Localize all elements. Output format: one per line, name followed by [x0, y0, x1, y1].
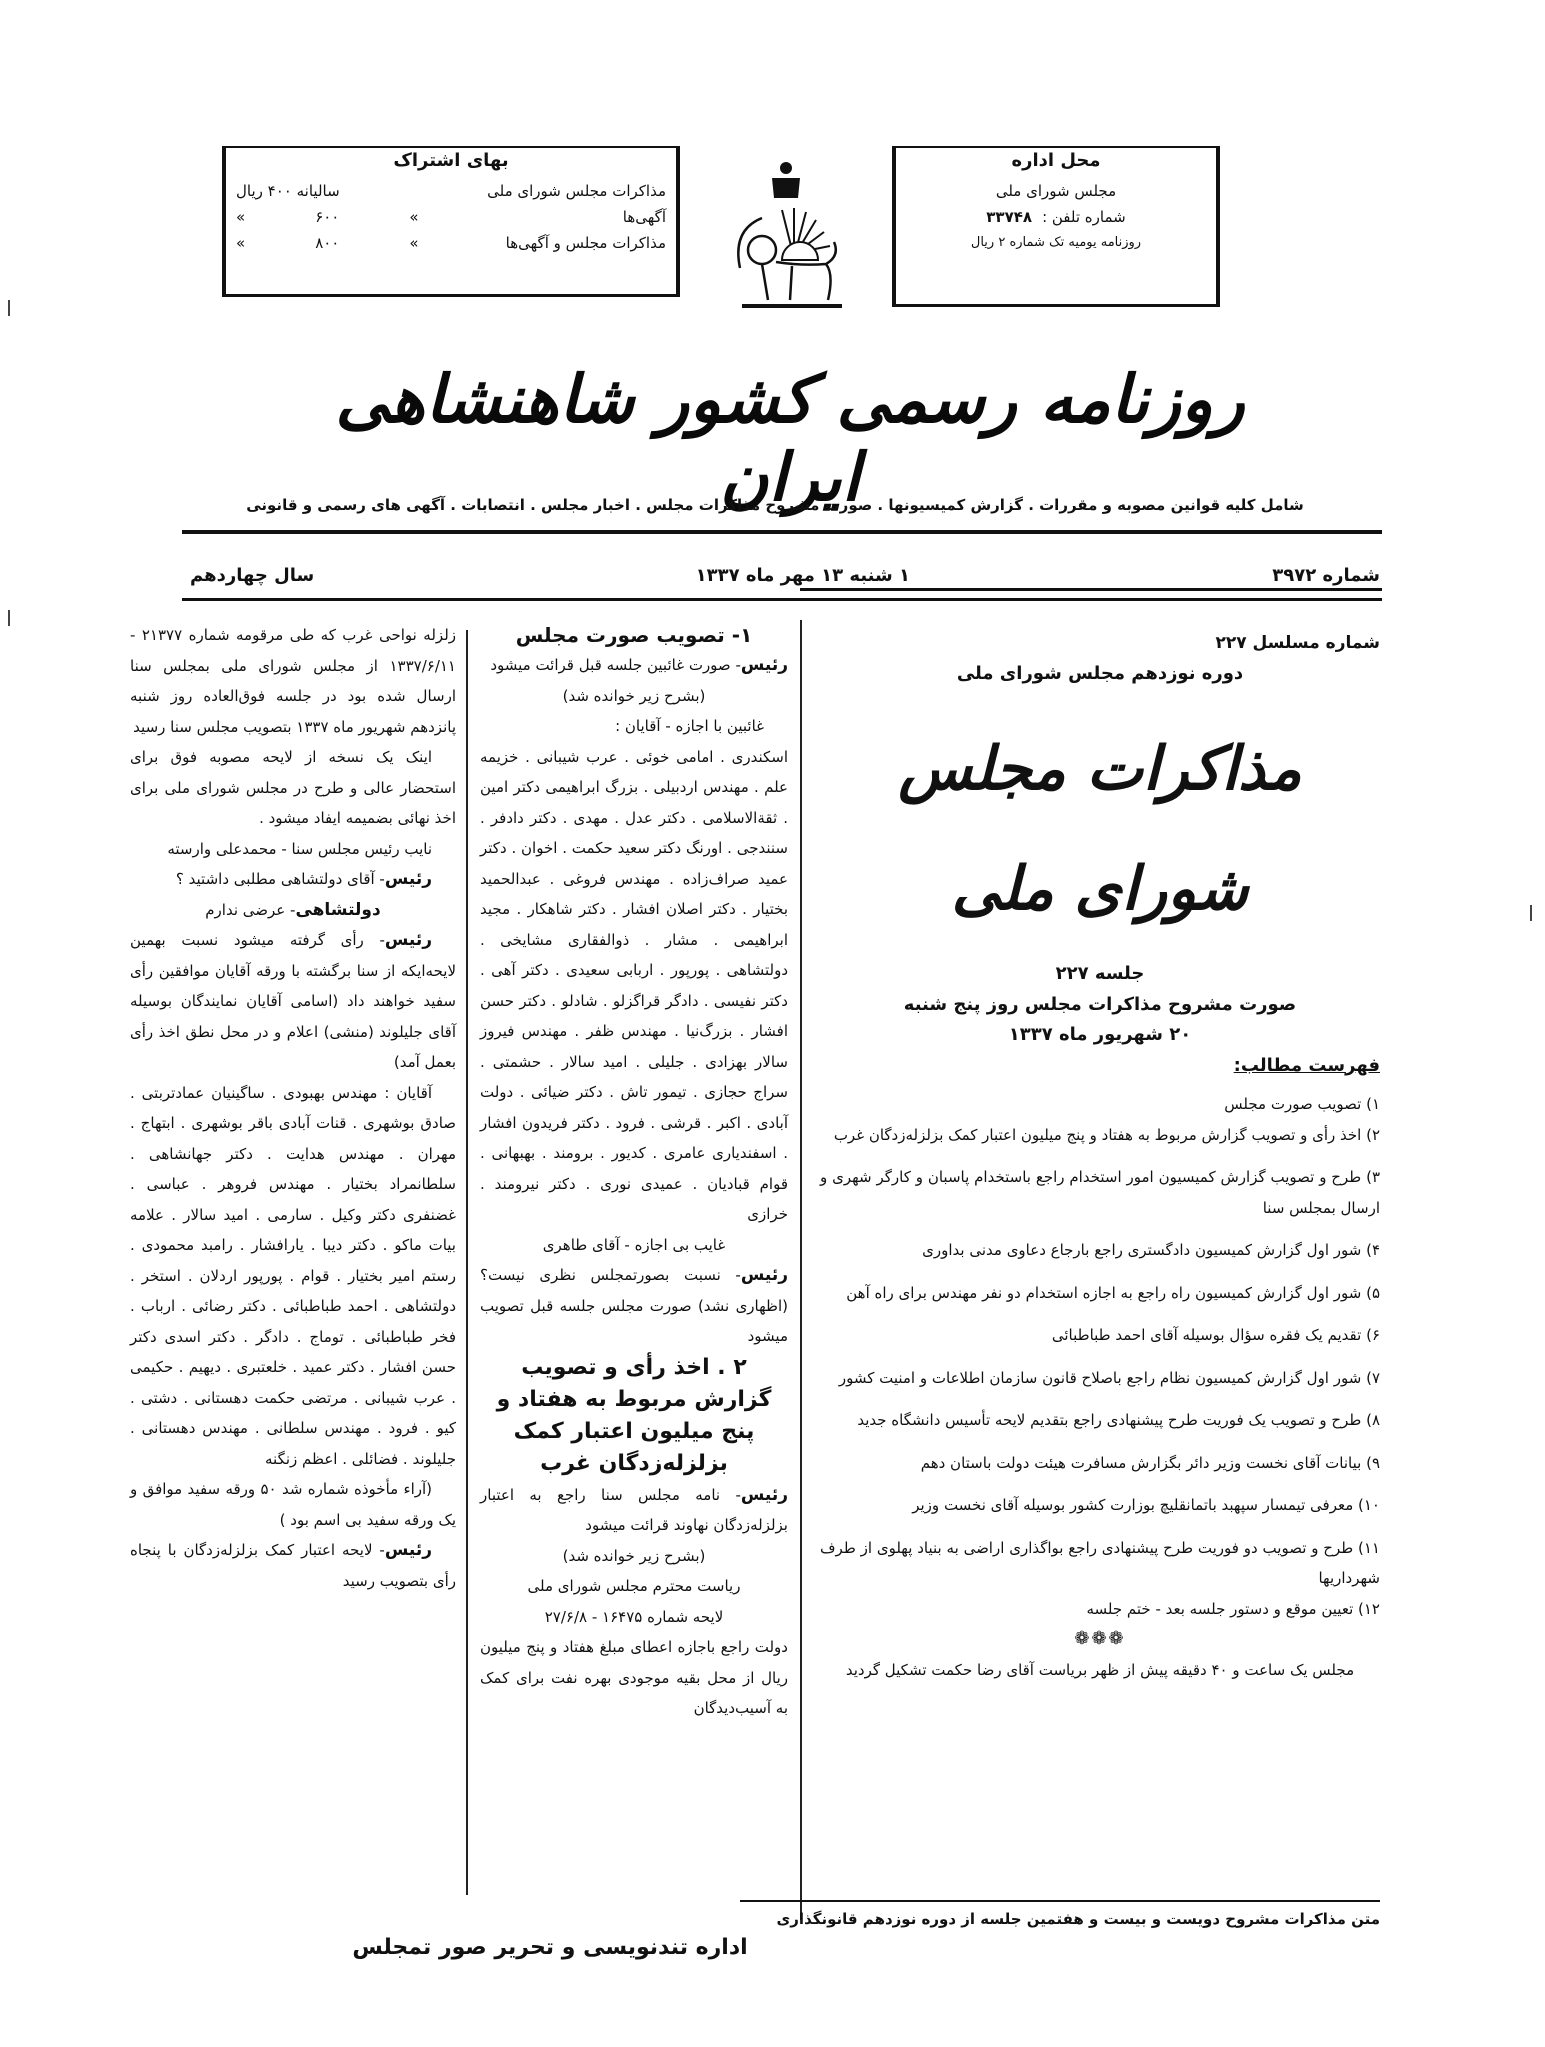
toc-item: ۳) طرح و تصویب گزارش کمیسیون امور استخدام راجع باستخدام پاسبان و کارگر شهری و ارسال بمجلس سنا — [820, 1168, 1380, 1217]
sun-icon — [782, 208, 830, 260]
issue-rule — [182, 598, 1382, 601]
subscription-period: » — [409, 208, 419, 226]
section-2-title: ۲ . اخذ رأی و تصویب گزارش مربوط به هفتاد و پنج میلیون اعتبار کمک بزلزله‌زدگان غرب — [496, 1354, 772, 1476]
subscription-period: سالیانه — [296, 182, 340, 200]
left-column — [130, 620, 456, 1596]
scan-mark — [8, 300, 10, 316]
speaker-name: دولتشاهی — [295, 899, 381, 920]
subscription-label: آگهی‌ها — [622, 208, 666, 226]
letter-body: دولت راجع باجازه اعطای مبلغ هفتاد و پنج میلیون ریال از محل بقیه موجودی بهره نفت برای کمک به آسیب‌دیدگان — [480, 1638, 788, 1717]
crown-icon — [772, 162, 800, 198]
paragraph-text: اینک یک نسخه از لایحه مصوبه فوق برای استحضار عالی و طرح در مجلس شورای ملی برای اخذ نهائی بضمیمه ایفاد میشود . — [130, 748, 456, 827]
subscription-row — [226, 204, 676, 230]
subscription-row — [226, 178, 676, 204]
column-divider — [466, 630, 468, 1895]
toc-item: ۱۲) تعیین موقع و دستور جلسه بعد - ختم جلسه — [1086, 1599, 1380, 1618]
paragraph-text: - نامه مجلس سنا راجع به اعتبار بزلزله‌زدگان نهاوند قرائت میشود — [480, 1485, 788, 1534]
masthead-subtitle: شامل کلیه قوانین مصوبه و مقررات . گزارش کمیسیونها . صورت مشروح مذاکرات مجلس . اخبار مجلس . انتصابات . آگهی های رسمی و قانونی — [246, 496, 1304, 514]
lion-and-sun-emblem — [722, 150, 852, 310]
toc-item: ۴) شور اول گزارش کمیسیون دادگستری راجع بارجاع دعاوی مدنی بداوری — [922, 1241, 1380, 1259]
toc-item: ۹) بیانات آقای نخست وزیر دائر بگزارش مسافرت هیئت دولت باستان دهم — [920, 1453, 1380, 1472]
note-text: (بشرح زیر خوانده شد) — [562, 1546, 706, 1565]
speaker-name: رئیس — [384, 1540, 432, 1560]
speaker-name: رئیس — [384, 869, 432, 889]
subscription-price: ۶۰۰ — [315, 208, 340, 226]
toc-item: ۱) تصویب صورت مجلس — [1224, 1095, 1380, 1113]
unexcused-absentee: غایب بی اجازه - آقای طاهری — [542, 1235, 726, 1254]
paragraph-text: - آقای دولتشاهی مطلبی داشتید ؟ — [175, 870, 385, 888]
paragraph-text: - لایحه اعتبار کمک بزلزله‌زدگان با پنجاه رأی بتصویب رسید — [130, 1541, 456, 1590]
signature: نایب رئیس مجلس سنا - محمدعلی وارسته — [167, 839, 432, 858]
vote-tally: (آراء مأخوذه شماره شد ۵۰ ورقه سفید موافق و یک ورقه سفید بی اسم بود ) — [130, 1480, 456, 1529]
subscription-row — [226, 230, 676, 256]
section-1-title: ۱- تصویب صورت مجلس — [515, 623, 753, 647]
absentees-list: اسکندری . امامی خوئی . عرب شیبانی . خزیمه علم . مهندس اردبیلی . بزرگ ابراهیمی دکتر امین . ثقة‌الاسلامی . دکتر عدل . مهدی . دکتر دادفر . سنندجی . اورنگ دکتر سعید حکمت . اخوان . دکتر عمید صراف‌زاده . مهندس فروغی . عبدالحمید بختیار . دکتر اصلان افشار . دکتر شاهکار . مجید ابراهیمی . مشار . ذوالفقاری مشایخی . دولتشاهی . پورپور . اربابی سعیدی . دکتر آهی . دکتر نفیسی . دادگر قراگزلو . شادلو . دکتر حسن افشار . بزرگ‌نیا . مهندس ظفر . مهندس فیروز سالار بهزادی . جلیلی . امید سالار . حشمتی . سراج حجازی . تیمور تاش . دکتر ضیائی . دولت آبادی . اکبر . قرشی . فرود . دکتر فریدون افشار . اسفندیاری عامری . کدیور . برومند . بهبهانی . قوام قبادیان . عمیدی نوری . دکتر نیرومند . خرازی — [480, 747, 788, 1223]
office-box — [892, 146, 1220, 307]
note-text: (بشرح زیر خوانده شد) — [562, 686, 706, 705]
toc-item: ۷) شور اول گزارش کمیسیون نظام راجع باصلاح قانون سازمان اطلاعات و امنیت کشور — [838, 1368, 1380, 1387]
ornament-icon: ❁❁❁ — [1074, 1628, 1126, 1649]
subscription-unit: » — [236, 208, 246, 226]
phone-number: ۳۳۷۴۸ — [986, 208, 1033, 226]
toc-item: ۲) اخذ رأی و تصویب گزارش مربوط به هفتاد و پنج میلیون اعتبار کمک بزلزله‌زدگان غرب — [833, 1125, 1380, 1144]
speaker-name: رئیس — [740, 1265, 788, 1285]
paragraph-text: زلزله نواحی غرب که طی مرقومه شماره ۲۱۳۷۷ - ۱۳۳۷/۶/۱۱ از مجلس شورای ملی بمجلس سنا ارسال شده بود در جلسه فوق‌العاده روز شنبه پانزدهم شهریور ماه ۱۳۳۷ بتصویب مجلس سنا رسید — [130, 626, 457, 736]
toc-item: ۸) طرح و تصویب یک فوریت طرح پیشنهادی راجع بتقدیم لایحه تأسیس دانشگاه جدید — [857, 1411, 1380, 1429]
subscription-price: ۸۰۰ — [315, 234, 340, 252]
price-line: روزنامه یومیه تک شماره ۲ ریال — [970, 235, 1142, 250]
lion-icon — [738, 218, 842, 306]
scan-mark — [8, 610, 10, 626]
letter-reference: لایحه شماره ۱۶۴۷۵ - ۲۷/۶/۸ — [544, 1607, 724, 1626]
subscription-unit: ریال — [236, 182, 263, 200]
serial-number: شماره مسلسل ۲۲۷ — [1215, 633, 1380, 653]
issue-number: شماره ۳۹۷۲ — [1272, 565, 1380, 586]
session-description: صورت مشروح مذاکرات مجلس روز پنج شنبه — [903, 993, 1297, 1015]
voters-list: مهندس بهبودی . ساگینیان عمادتربتی . صادق بوشهری . قنات آبادی باقر بوشهری . ابتهاج . مهران . مهندس هدایت . دکتر جهانشاهی . سلطانمراد بختیار . مهندس فروهر . عباسی . غضنفری دکتر وکیل . سارمی . امید سالار . علامه بیات ماکو . دکتر دیبا . یارافشار . رامبد محمودی . رستم امیر بختیار . قوام . پورپور اردلان . استخر . دولتشاهی . احمد طباطبائی . دکتر رضائی . ارباب . فخر طباطبائی . توماج . دادگر . دکتر اسدی دکتر حسن افشار . دکتر عمید . خلعتبری . دیهیم . حکیمی . عرب شیبانی . مرتضی حکمت دهستانی . دشتی . کیو . فرود . مهندس سلطانی . مهندس دهستانی . جلیلوند . فضائلی . اعظم زنگنه — [130, 1083, 456, 1468]
subscription-box — [222, 146, 680, 297]
issue-year: سال چهاردهم — [190, 565, 315, 586]
issue-rule-right — [800, 588, 1382, 591]
session-opening: مجلس یک ساعت و ۴۰ دقیقه پیش از ظهر بریاست آقای رضا حکمت تشکیل گردید — [845, 1660, 1355, 1679]
scan-mark — [1530, 905, 1532, 921]
middle-column — [480, 620, 788, 1724]
office-address: مجلس شورای ملی — [995, 182, 1117, 200]
issue-date: ۱ شنبه ۱۳ مهر ماه ۱۳۳۷ — [695, 565, 910, 586]
session-number: جلسه ۲۲۷ — [1055, 963, 1145, 984]
speaker-name: رئیس — [384, 930, 432, 950]
masthead-rule — [182, 530, 1382, 534]
phone-label: شماره تلفن : — [1042, 208, 1126, 226]
footer-rule — [740, 1900, 1380, 1902]
paragraph-text: - رأی گرفته میشود نسبت بهمین لایحه‌ایکه از سنا برگشته با ورقه آقایان موافقین رأی سفید خواهند داد (اسامی آقایان نمایندگان بوسیله آقای جلیلوند (منشی) اعلام و در محل نطق اخذ رأی بعمل آمد) — [130, 931, 456, 1071]
toc-title: فهرست مطالب: — [1233, 1054, 1380, 1076]
paragraph-text: - عرضی ندارم — [205, 900, 296, 919]
subscription-label: مذاکرات مجلس شورای ملی — [487, 182, 666, 200]
toc-item: ۶) تقدیم یک فقره سؤال بوسیله آقای احمد طباطبائی — [1051, 1326, 1380, 1344]
subscription-label: مذاکرات مجلس و آگهی‌ها — [505, 234, 666, 252]
subscription-period: » — [409, 234, 419, 252]
certification-line: متن مذاکرات مشروح دویست و بیست و هفتمین جلسه از دوره نوزدهم قانونگذاری — [776, 1910, 1380, 1928]
toc-item: ۵) شور اول گزارش کمیسیون راه راجع به اجازه استخدام دو نفر مهندس برای راه آهن — [846, 1283, 1380, 1302]
paragraph-text: - نسبت بصورتمجلس نظری نیست؟ (اظهاری نشد) صورت مجلس جلسه قبل تصویب میشود — [480, 1266, 788, 1345]
letter-address: ریاست محترم مجلس شورای ملی — [527, 1577, 741, 1595]
subscription-price: ۴۰۰ — [267, 182, 292, 200]
paragraph-text: - صورت غائبین جلسه قبل قرائت میشود — [490, 656, 741, 674]
office-signature: اداره تندنویسی و تحریر صور تمجلس — [352, 1935, 748, 1960]
masthead-title: روزنامه رسمی کشور شاهنشاهی ایران — [335, 360, 1245, 516]
office-title: محل اداره — [1011, 150, 1101, 171]
absentees-label: غائبین با اجازه - آقایان : — [615, 717, 764, 735]
section-big-title: مذاکرات مجلس شورای ملی — [898, 734, 1302, 924]
session-period: دوره نوزدهم مجلس شورای ملی — [956, 662, 1244, 684]
subscription-unit: » — [236, 234, 246, 252]
toc-item: ۱۰) معرفی تیمسار سپهبد باتمانقلیچ بوزارت کشور بوسیله آقای نخست وزیر — [912, 1496, 1380, 1514]
voters-label: آقایان : — [384, 1083, 432, 1102]
right-column — [820, 628, 1380, 1685]
speaker-name: رئیس — [740, 1484, 788, 1505]
column-divider — [800, 620, 802, 1920]
speaker-name: رئیس — [740, 655, 788, 675]
toc-item: ۱۱) طرح و تصویب دو فوریت طرح پیشنهادی راجع بواگذاری اراضی به بنیاد پهلوی از طرف شهرداریها — [820, 1538, 1380, 1587]
subscription-title: بهای اشتراک — [393, 150, 509, 171]
session-date: ۲۰ شهریور ماه ۱۳۳۷ — [1008, 1024, 1192, 1045]
